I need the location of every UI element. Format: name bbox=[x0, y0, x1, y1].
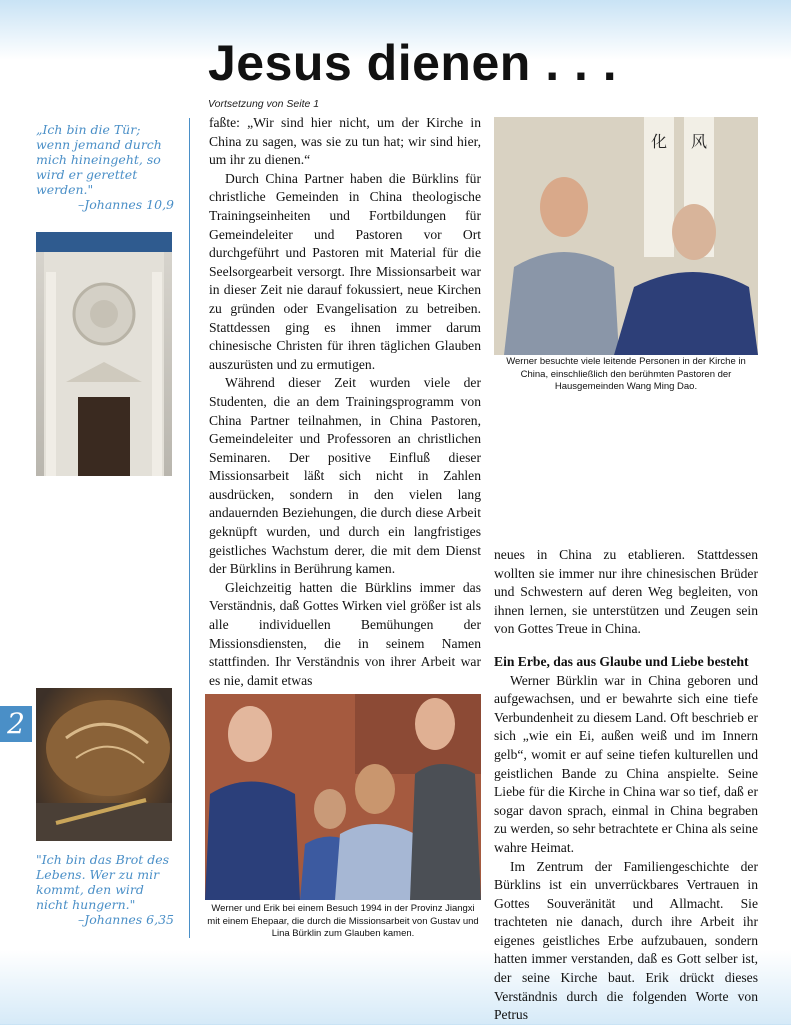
svg-text:风: 风 bbox=[690, 134, 708, 151]
photo-werner-wang-ming-dao bbox=[494, 117, 758, 355]
quote-reference: –Johannes 10,9 bbox=[77, 197, 174, 212]
quote-reference: –Johannes 6,35 bbox=[77, 912, 174, 927]
quote-text: "Ich bin das Brot des Lebens. Wer zu mir kommt, den wird nicht hungern." bbox=[36, 852, 170, 912]
paragraph: neues in China zu etablieren. Stattdessen wollten sie immer nur ihre chinesischen Brüder und Schwestern auf deren Weg begleiten, von ihnen lernen, sie unterstützen und Zeugen sein von Gottes Treue in China. bbox=[494, 547, 758, 637]
paragraph: faßte: „Wir sind hier nicht, um der Kirche in China zu sagen, was sie zu tun hat; wir sind hier, um ihr zu dienen.“ bbox=[209, 115, 481, 168]
section-heading: Ein Erbe, das aus Glaube und Liebe besteht bbox=[494, 653, 749, 669]
bread-photo bbox=[36, 688, 172, 841]
svg-text:化: 化 bbox=[650, 134, 668, 151]
continuation-note: Vortsetzung von Seite 1 bbox=[208, 98, 320, 110]
paragraph: Gleichzeitig hatten die Bürklins immer das Verständnis, daß Gottes Wirken viel größer ist als alle individuellen Bemühungen der Missionsdiensten, die in seinem Namen stattfinden. Ihr Verständnis von ihrer Arbeit war es nie, damit etwas bbox=[209, 579, 481, 688]
page-number: 2 bbox=[0, 706, 32, 742]
article-column-2 bbox=[494, 546, 758, 1025]
photo-werner-erik-jiangxi bbox=[205, 694, 481, 900]
paragraph: Durch China Partner haben die Bürklins für christliche Gemeinden in China theologische Trainingseinheiten und Fortbildungen für Gemeindeleiter und Pastoren vor Ort durchgeführt und Pastoren mit Material für die Seelsorgearbeit versorgt. Ihre Missionsarbeit war in dieser Zeit nie darauf fokussiert, neue Kirchen zu gründen oder Evangelisation zu betreiben. Stattdessen ging es ihnen immer darum chinesische Christen für ihren täglichen Glauben auszurüsten und zu ermutigen. bbox=[209, 170, 481, 372]
church-photo bbox=[36, 232, 172, 476]
paragraph: Während dieser Zeit wurden viele der Studenten, die an dem Trainingsprogramm von China Partner teilnahmen, in China Pastoren, Gemeindeleiter und Professoren an christlichen Seminaren. Der positive Einfluß dieser Missionsarbeit läßt sich nicht in Zahlen ausdrücken, sondern in den vielen lang andauernden Beziehungen, die durch diese Arbeit geknüpft wurden, und durch ein langfristiges geistliches Wachstum derer, die mit dem Dienst der Bürklins in Berührung kamen. bbox=[209, 375, 481, 577]
article-column-1 bbox=[209, 114, 481, 690]
photo-caption-1: Werner besuchte viele leitende Personen in der Kirche in China, einschließlich den berühmten Pastoren der Hausgemeinden Wang Ming Dao. bbox=[506, 356, 746, 392]
photo-caption-2: Werner und Erik bei einem Besuch 1994 in der Provinz Jiangxi mit einem Ehepaar, die durch die Missionsarbeit von Gustav und Lina Bürklin zum Glauben kamen. bbox=[207, 903, 479, 939]
paragraph: Werner Bürklin war in China geboren und aufgewachsen, und er bewahrte sich eine tiefe Verbundenheit zu diesem Land. Oft beschrieb er sich „wie ein Ei, außen weiß und im Innern gelb“, womit er auf seine tiefen kulturellen und geistlichen Bande zu China anspielte. Seine Liebe für die Kirche in China war so tief, daß er sogar davon sprach, einmal in China begraben zu werden, so sehr betrachtete er China als seine wahre Heimat. bbox=[494, 672, 758, 855]
sidebar-quote-1 bbox=[36, 122, 174, 212]
quote-text: „Ich bin die Tür; wenn jemand durch mich hineingeht, so wird er gerettet werden." bbox=[36, 122, 162, 197]
paragraph: Im Zentrum der Familiengeschichte der Bürklins ist ein unverrückbares Vertrauen in Gottes Souveränität und Allmacht. Sie trachteten nie danach, durch ihre Arbeit ihr eigenes geistliches Erbe aufzubauen, sondern hatten immer verstanden, daß es Gott selber ist, der seine Kirche baut. Erik drückt dieses Verständnis durch die folgenden Worte von Petrus bbox=[494, 858, 758, 1023]
sidebar-quote-2 bbox=[36, 852, 174, 927]
column-divider bbox=[189, 118, 190, 938]
page-title: Jesus dienen . . . bbox=[208, 35, 618, 91]
